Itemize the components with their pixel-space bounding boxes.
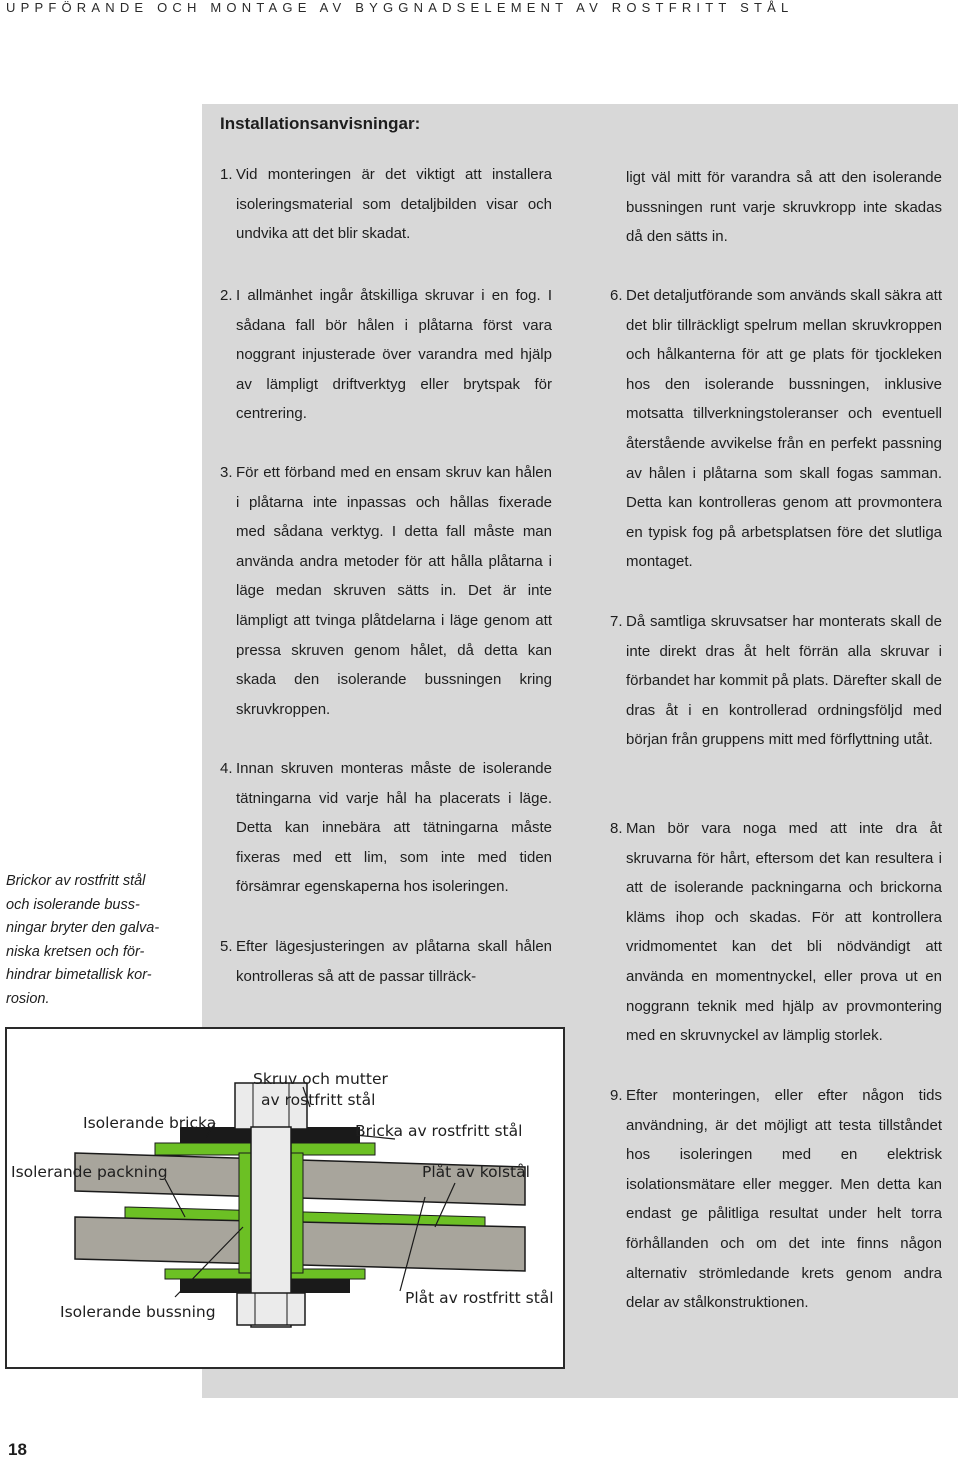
instruction-item-1: [220, 160, 552, 249]
running-header: UPPFÖRANDE OCH MONTAGE AV BYGGNADSELEMENT AV ROSTFRITT STÅL: [6, 0, 794, 15]
instruction-item-5-continued: ligt väl mitt för varandra så att den isolerande bussningen runt varje skruvkropp inte skadas då den sätts in.: [626, 169, 942, 246]
label-screw-nut: av rostfritt stål: [261, 1091, 376, 1109]
instruction-item-9: [610, 1081, 942, 1318]
instruction-item-5: [220, 932, 552, 991]
label-stainless-washer: Bricka av rostfritt stål: [355, 1122, 523, 1140]
item-text: Innan skruven monteras måste de isolerande tätningarna vid varje hål ha placerats i läge. Detta kan innebära att tätningarna måste fixeras med ett lim, som inte med tiden försämrar egenskaperna hos isoleringen.: [236, 760, 552, 896]
insulating-bushing-right: [291, 1153, 303, 1273]
figure-caption: [6, 870, 184, 1011]
nut: [237, 1293, 305, 1325]
instruction-item-4: [220, 754, 552, 902]
item-number: 3.: [220, 464, 233, 481]
item-text: I allmänhet ingår åtskilliga skruvar i en fog. I sådana fall bör hålen i plåtarna först vara noggrant injusterade över varandra med hjälp av lämpligt driftverktyg eller brytspak för centrering.: [236, 287, 552, 423]
label-insulating-washer: Isolerande bricka: [83, 1114, 217, 1132]
item-number: 6.: [610, 287, 623, 304]
caption-line: niska kretsen och för-: [6, 943, 145, 960]
item-number: 2.: [220, 287, 233, 304]
instruction-item-8: [610, 814, 942, 1051]
item-number: 4.: [220, 760, 233, 777]
item-text: Man bör vara noga med att inte dra åt skruvarna för hårt, eftersom det kan resultera i att de isolerande packningarna och brickorna kläms ihop och skadas. För att kontrollera vridmomentet kan det bli nödvändigt att använda en momentnyckel, eller prova ut en noggrann teknik med hjälp av provmontering med en skruvnyckel av lämplig storlek.: [626, 820, 942, 1045]
item-number: 1.: [220, 166, 233, 183]
page-number: 18: [8, 1440, 27, 1459]
item-number: 9.: [610, 1087, 623, 1104]
item-number: 5.: [220, 938, 233, 955]
caption-line: hindrar bimetallisk kor-: [6, 967, 152, 983]
caption-line: Brickor av rostfritt stål: [6, 873, 146, 889]
caption-line: och isolerande buss-: [6, 896, 140, 913]
item-text: För ett förband med en ensam skruv kan hålen i plåtarna inte inpassas och hållas fixerade med sådana verktyg. I detta fall måste man använda andra metoder för att hålla plåtarna i läge medan skruven sätts in. Det är inte lämpligt att tvinga plåtdelarna i läge genom att pressa skruven genom hålet, då detta kan skada den isolerande bussningen kring skruvkroppen.: [236, 464, 552, 718]
item-text: Vid monteringen är det viktigt att installera isoleringsmaterial som detaljbilden visar och undvika att det blir skadat.: [236, 166, 552, 243]
item-number: 8.: [610, 820, 623, 837]
caption-line: ningar bryter den galva-: [6, 920, 160, 936]
item-text: Efter lägesjusteringen av plåtarna skall hålen kontrolleras så att de passar tillräck-: [236, 938, 552, 985]
item-number: 7.: [610, 613, 623, 630]
item-text: Efter monteringen, eller efter någon tids användning, är det möjligt att testa tillståndet hos isoleringen med en elektrisk isolationsmätare eller megger. Men detta kan endast ge pålitliga resultat under helt torra förhållanden och om det inte finns någon alternativ strömledande krets genom andra delar av stålkonstruktionen.: [626, 1087, 942, 1312]
item-text: Det detaljutförande som används skall säkra att det blir tillräckligt spelrum mellan skruvkroppen och hålkanterna för att ge plats för tjockleken hos den isolerande bussningen, inklusive motsatta tillverkningstoleranser och eventuell återstående avvikelse från en perfekt passning av hålen i plåtarna som skall fogas samman. Detta kan kontrolleras genom att provmontera en typisk fog på arbetsplatsen före det slutliga montaget.: [626, 287, 943, 571]
item-text: Då samtliga skruvsatser har monterats skall de inte direkt dras åt helt förrän alla skruvar i förbandet har kommit på plats. Därefter skall de dras åt i en kontrollerad ordningsföljd med början från gruppens mitt med förflyttning utåt.: [626, 613, 942, 749]
label-carbon-plate: Plåt av kolstål: [422, 1163, 530, 1181]
insulating-bushing-left: [239, 1153, 251, 1273]
label-insulating-bushing: Isolerande bussning: [60, 1303, 216, 1321]
bolted-joint-diagram: [5, 1027, 565, 1369]
label-stainless-plate: Plåt av rostfritt stål: [405, 1289, 554, 1307]
instruction-item-2: [220, 281, 552, 429]
instruction-item-3: [220, 458, 552, 724]
instruction-item-7: [610, 607, 942, 755]
label-screw-nut: Skruv och mutter: [253, 1070, 388, 1088]
instruction-item-6: [610, 281, 942, 577]
label-insulating-gasket: Isolerande packning: [11, 1163, 168, 1181]
instructions-heading: Installationsanvisningar:: [220, 114, 421, 133]
caption-line: rosion.: [6, 990, 50, 1007]
